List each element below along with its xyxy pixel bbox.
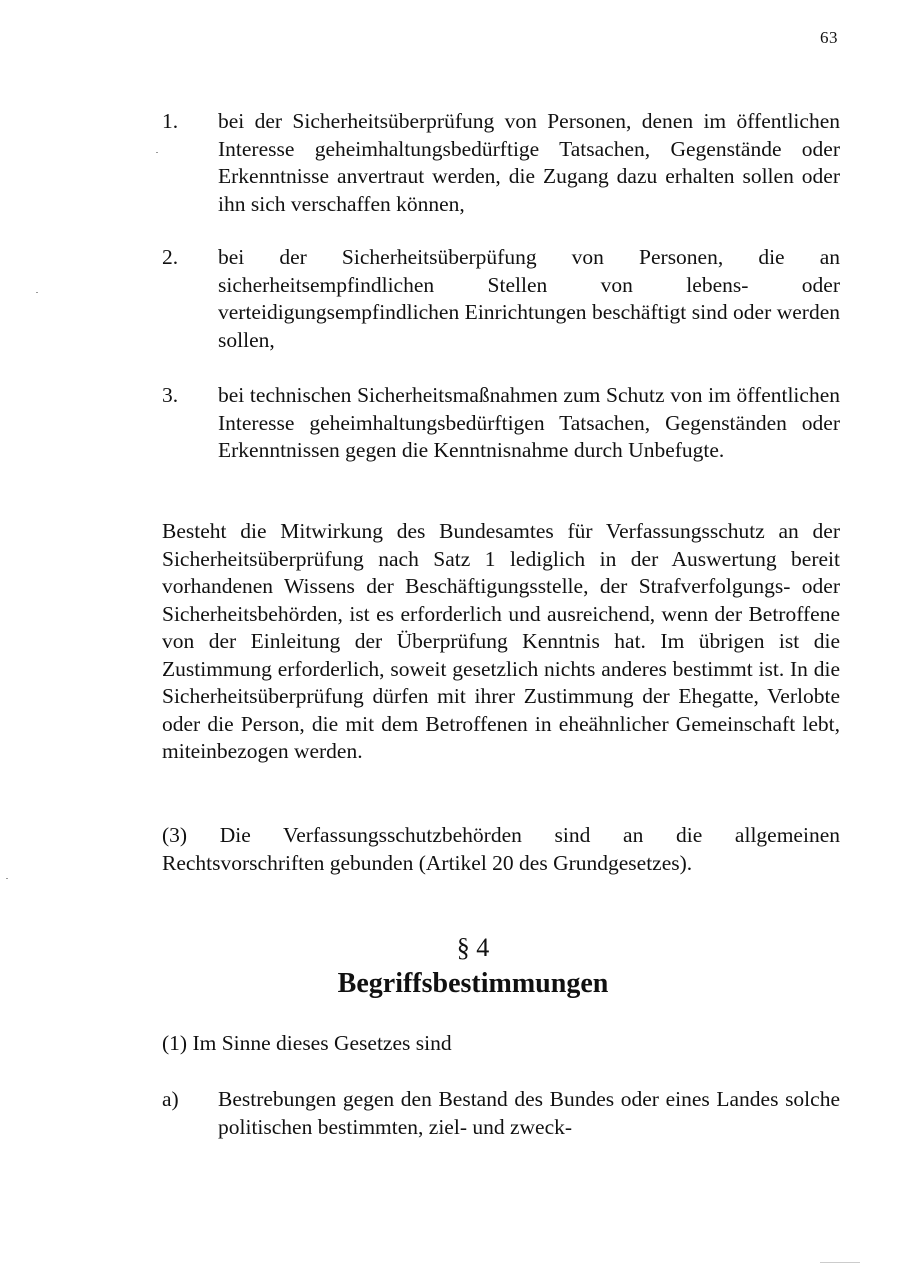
section-number: § 4 xyxy=(456,933,490,962)
scan-speck xyxy=(820,1262,860,1263)
list-item xyxy=(162,382,840,465)
list-item xyxy=(162,1086,840,1141)
list-item-number: 3. xyxy=(162,383,179,407)
list-item-number: 1. xyxy=(162,109,179,133)
list-item xyxy=(162,244,840,354)
paragraph-absatz-3: (3) Die Verfassungsschutzbehörden sind an die allgemeinen Rechtsvorschriften gebunden (Artikel 20 des Grundgesetzes). xyxy=(162,823,840,875)
paragraph-mitwirkung: Besteht die Mitwirkung des Bundesamtes für Verfassungsschutz an der Sicherheitsüberprüfung nach Satz 1 lediglich in der Auswertung bereit vorhandenen Wissens der Beschäftigungsstelle, der Strafverfolgungs- oder Sicherheitsbehörden, ist es erforderlich und ausreichend, wenn der Betroffene von der Einleitung der Überprüfung Kenntnis hat. Im übrigen ist die Zustimmung erforderlich, soweit gesetzlich nichts anderes bestimmt ist. In die Sicherheitsüberprüfung dürfen mit ihrer Zustimmung der Ehegatte, Verlobte oder die Person, die mit dem Betroffenen in eheähnlicher Gemeinschaft lebt, miteinbezogen werden. xyxy=(162,519,840,763)
list-item-text: Bestrebungen gegen den Bestand des Bundes oder eines Landes solche politischen bestimmten, ziel- und zweck- xyxy=(218,1087,840,1139)
scan-speck xyxy=(36,292,38,293)
paragraph-absatz-1-intro: (1) Im Sinne dieses Gesetzes sind xyxy=(162,1031,452,1055)
list-item-number: 2. xyxy=(162,245,179,269)
list-item-text: bei der Sicherheitsüberprüfung von Personen, denen im öffentlichen Interesse geheimhaltungsbedürftige Tatsachen, Gegenstände oder Erkenntnisse anvertraut werden, die Zugang dazu erhalten sollen oder ihn sich verschaffen können, xyxy=(218,109,840,216)
list-item-text: bei der Sicherheitsüberpüfung von Personen, die an sicherheitsempfindlichen Stellen von lebens- oder verteidigungsempfindlichen Einrichtungen beschäftigt sind oder werden sollen, xyxy=(218,245,840,352)
list-item-text: bei technischen Sicherheitsmaßnahmen zum Schutz von im öffentlichen Interesse geheimhaltungsbedürftigen Tatsachen, Gegenständen oder Erkenntnissen gegen die Kenntnisnahme durch Unbefugte. xyxy=(218,383,840,462)
list-item xyxy=(162,108,840,218)
scan-speck xyxy=(6,878,8,879)
list-item-letter: a) xyxy=(162,1087,179,1111)
page-number: 63 xyxy=(820,28,838,47)
section-title: Begriffsbestimmungen xyxy=(337,968,609,999)
scan-speck xyxy=(156,152,158,153)
